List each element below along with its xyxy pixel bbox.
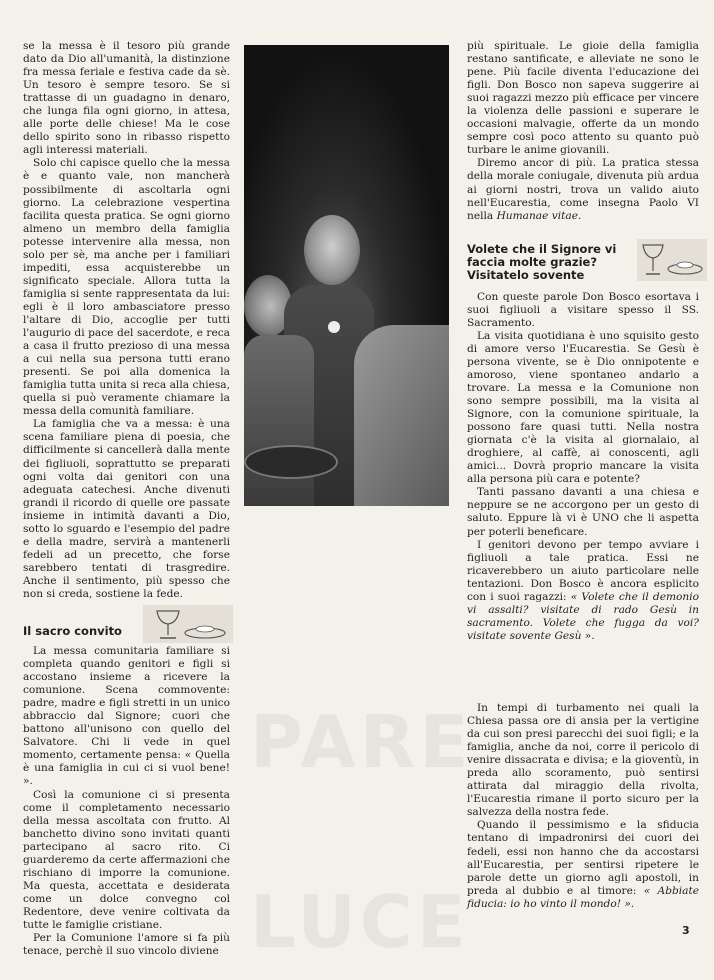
paragraph: Con queste parole Don Bosco esortava i suoi figliuoli a visitare spesso il SS. Sacramento. bbox=[467, 290, 699, 329]
right-column bbox=[467, 40, 699, 643]
paragraph: La messa comunitaria familiare si completa quando genitori e figli si accostano insieme a ricevere la comunione. Scena commovente: padre, madre e figli stretti in un unico abbraccio dal Signore; cuori che battono all'unisono con quello del Salvatore. Chi li vede in quel momento, certamente pensa: « Quella è una famiglia in cui ci si vuol bene! ». bbox=[23, 645, 230, 788]
photo-paten bbox=[244, 445, 338, 479]
paragraph: La visita quotidiana è uno squisito gesto di amore verso l'Eucarestia. Se Gesù è persona vivente, se è Dio onnipotente e amoroso, viene spontaneo andarlo a trovare. La messa e la Comunione non sono sempre possibili, ma la visita al Signore, con la comunione spirituale, la possono fare quasi tutti. Nella nostra giornata c'è la visita al giornalaio, al droghiere, al caffè, ai conoscenti, agli amici... Dovrà proprio mancare la visita alla persona più cara e potente? bbox=[467, 329, 699, 486]
page-number: 3 bbox=[682, 924, 690, 937]
paragraph: se la messa è il tesoro più grande dato da Dio all'umanità, la distinzione fra messa feriale e festiva cade da sè. Un tesoro è sempre tesoro. Se si trattasse di un guadagno in denaro, che lunga fila ogni giorno, in attesa, alle porte delle chiese! Ma le cose dello spirito sono in ribasso rispetto agli interessi materiali. bbox=[23, 40, 230, 157]
paragraph: Diremo ancor di più. La pratica stessa della morale coniugale, divenuta più ardua ai giorni nostri, trova un valido aiuto nell'Eucarestia, come insegna Paolo VI nella Humanae vitae. bbox=[467, 157, 699, 222]
photo-host bbox=[328, 321, 340, 333]
left-column bbox=[23, 40, 230, 958]
paragraph: Così la comunione ci si presenta come il completamento necessario della messa ascoltata con frutto. Al banchetto divino sono invitati quanti partecipano al sacro rito. Ci guarderemo da certe affermazioni che rischiano di imporre la comunione. Ma questa, accettata e desiderata come un dolce convegno col Redentore, deve venire coltivata da tutte le famiglie cristiane. bbox=[23, 788, 230, 931]
paragraph: Tanti passano davanti a una chiesa e neppure se ne accorgono per un gesto di saluto. Eppure là vi è UNO che li aspetta per poterli beneficare. bbox=[467, 486, 699, 538]
section-heading: Volete che il Signore vi faccia molte grazie? Visitatelo sovente bbox=[467, 241, 617, 282]
photo-figure bbox=[354, 325, 449, 506]
chalice-and-host-icon bbox=[143, 605, 233, 643]
background-watermark: LUCE bbox=[250, 880, 470, 964]
paragraph: Quando il pessimismo e la sfiducia tentano di impadronirsi dei cuori dei fedeli, essi non hanno che da accostarsi all'Eucarestia, per sentirsi ripetere le parole dette un giorno agli apostoli, in preda al dubbio e al timore: « Abbiate fiducia: io ho vinto il mondo! ». bbox=[467, 819, 700, 910]
paragraph: Solo chi capisce quello che la messa è e quanto vale, non mancherà possibilmente di ascoltarla ogni giorno. La celebrazione vespertina facilita questa pratica. Se ogni giorno almeno un membro della famiglia potesse intervenire alla messa, non solo per sè, ma anche per i familiari impediti, essa acquisterebbe un significato speciale. Allora tutta la famiglia si sente rappresentata da lui: egli è il loro ambasciatore presso l'altare di Dio, accoglie per tutti l'augurio di pace del sacerdote, e reca a casa il frutto prezioso di una messa a cui nella sua persona tutti erano presenti. Se poi alla domenica la famiglia tutta unita si reca alla chiesa, quella si può veramente chiamare la messa della comunità familiare. bbox=[23, 157, 230, 418]
section-header bbox=[467, 237, 699, 291]
photo-figure bbox=[244, 335, 314, 506]
background-watermark: PARE bbox=[250, 700, 473, 784]
paragraph: Per la Comunione l'amore si fa più tenace, perchè il suo vincolo diviene bbox=[23, 932, 230, 958]
paragraph: In tempi di turbamento nei quali la Chiesa passa ore di ansia per la vertigine da cui son presi parecchi dei suoi figli; e la famiglia, anche da noi, corre il pericolo di venire dissacrata e divisa; e la gioventù, in preda allo scoramento, può sentirsi attirata dal miraggio della rivolta, l'Eucarestia rimane il porto sicuro per la salvezza della nostra fede. bbox=[467, 702, 699, 819]
section-header bbox=[23, 605, 230, 645]
photo-figure bbox=[304, 215, 360, 285]
paragraph: più spirituale. Le gioie della famiglia restano santificate, e alleviate ne sono le pene. Più facile diventa l'educazione dei figli. Don Bosco non sapeva suggerire ai suoi ragazzi mezzo più efficace per vincere la violenza delle passioni e superare le occasioni malvagie, offerte da un mondo sempre così poco attento su quanto può turbare le anime giovanili. bbox=[467, 40, 699, 157]
chalice-and-host-icon bbox=[637, 239, 707, 281]
photo-children-communion bbox=[244, 45, 449, 506]
paragraph: I genitori devono per tempo avviare i figliuoli a tale pratica. Essi ne ricaverebbero un aiuto particolare nelle tentazioni. Don Bosco è ancora esplicito con i suoi ragazzi: « Volete che il demonio vi assalti? visitate di rado Gesù in sacramento. Volete che fugga da voi? visitate sovente Gesù ». bbox=[467, 538, 699, 642]
section-heading: Il sacro convito bbox=[23, 624, 122, 639]
paragraph: La famiglia che va a messa: è una scena familiare piena di poesia, che difficilmente si cancellerà dalla mente dei figliuoli, soprattutto se preparati ogni volta dai genitori con una adeguata catechesi. Anche divenuti grandi il ricordo di quelle ore passate insieme in intimità davanti a Dio, sotto lo sguardo e l'esempio del padre e della madre, servirà a mantenerli fedeli ad un precetto, che forse sarebbero tentati di trasgredire. Anche il sentimento, più spesso che non si creda, sostiene la fede. bbox=[23, 418, 230, 600]
right-column-bottom bbox=[467, 702, 699, 911]
